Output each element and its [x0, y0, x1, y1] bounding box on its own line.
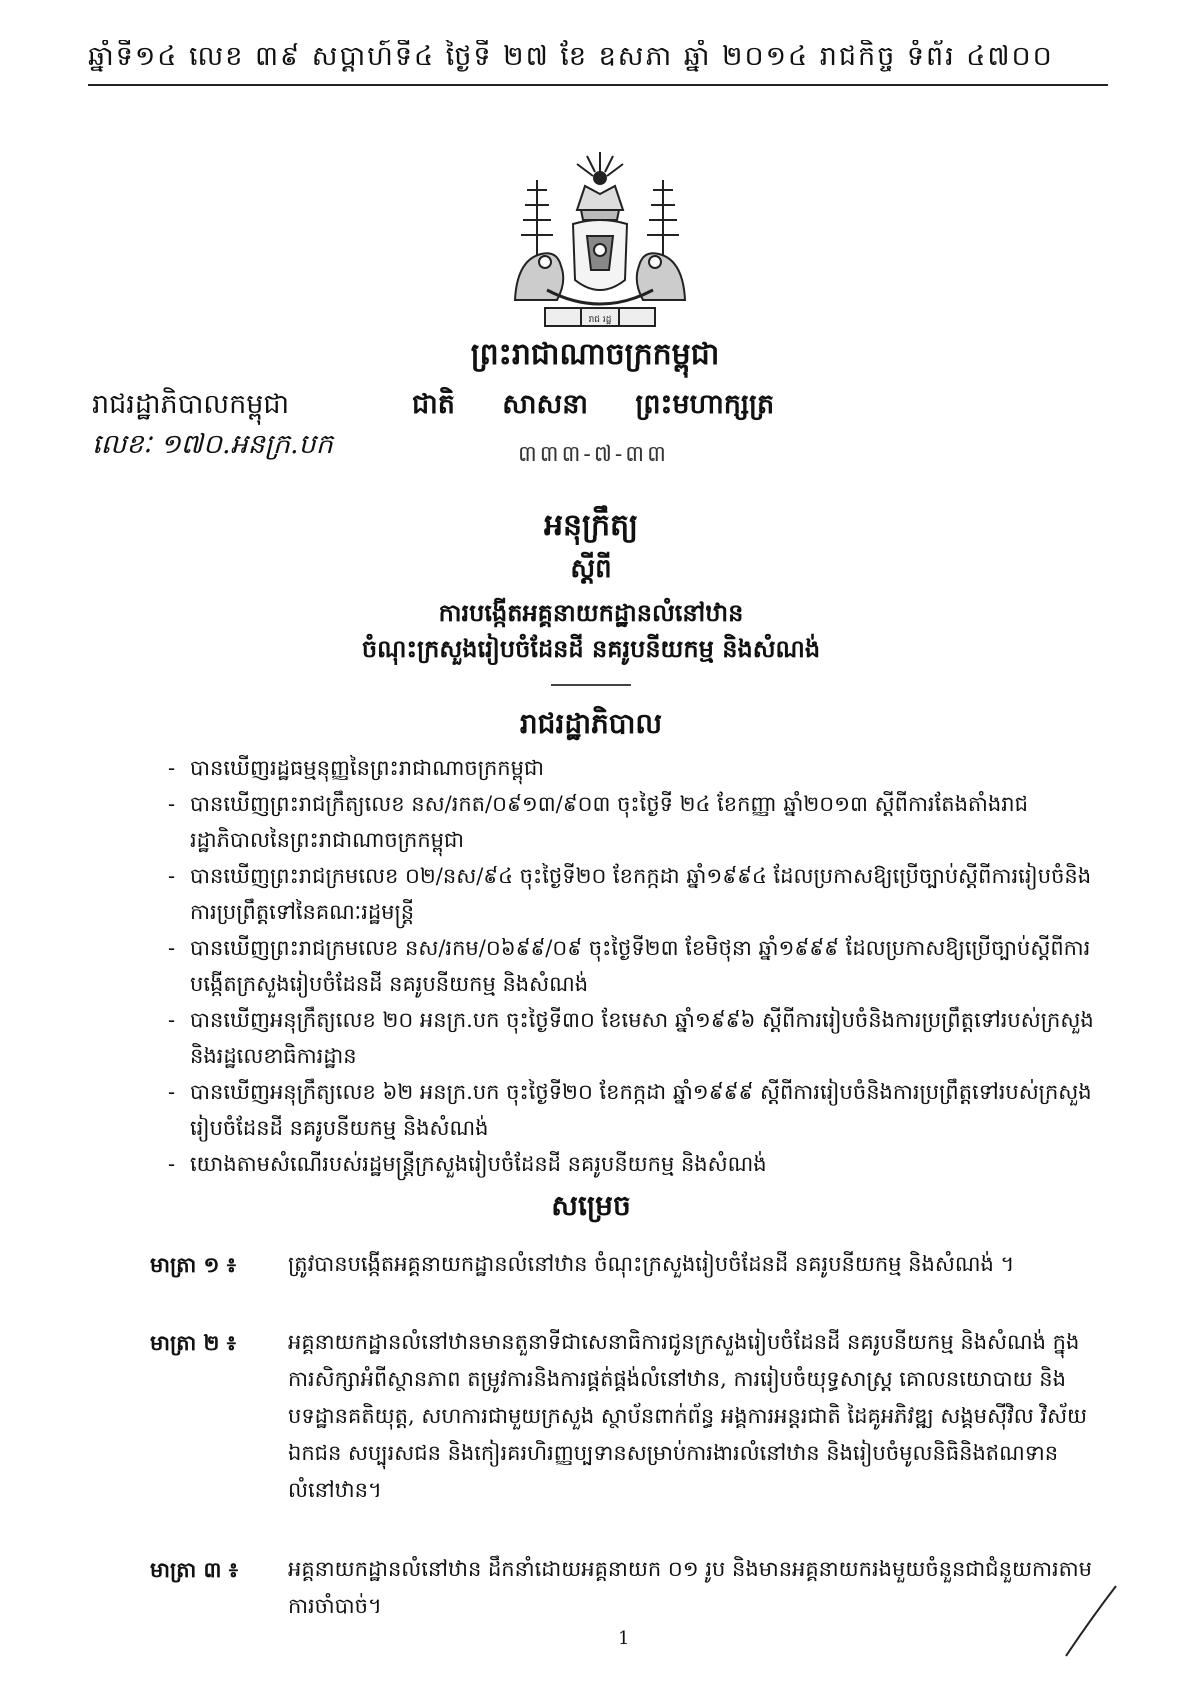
preamble-item	[168, 1002, 1098, 1074]
preamble-dash: -	[168, 1080, 176, 1104]
article-3	[150, 1551, 1100, 1625]
article-text: ត្រូវបានបង្កើតអគ្គនាយកដ្ឋានលំនៅឋាន ចំណុះក្រសួងរៀបចំដែនដី នគរូបនីយកម្ម និងសំណង់ ។	[288, 1252, 1015, 1276]
preamble-list	[168, 750, 1098, 1182]
preamble-item-text: បានឃើញអនុក្រឹត្យលេខ ៦២ អនក្រ.បក ចុះថ្ងៃទី២០ ខែកក្កដា ឆ្នាំ១៩៩៩ ស្តីពីការរៀបចំនិងការប្រព្រឹត្តទៅរបស់ក្រសួងរៀបចំដែនដី នគរូបនីយកម្ម និងសំណង់	[190, 1080, 1092, 1140]
preamble-item-text: បានឃើញរដ្ឋធម្មនុញ្ញនៃព្រះរាជាណាចក្រកម្ពុជា	[190, 756, 544, 780]
ornament-divider: ៣៣៣-៧-៣៣	[518, 442, 669, 467]
preamble-dash: -	[168, 756, 176, 780]
subject-line-2: ចំណុះក្រសួងរៀបចំដែនដី នគរូបនីយកម្ម និងសំណង់	[361, 634, 821, 663]
article-text: អគ្គនាយកដ្ឋានលំនៅឋាន ដឹកនាំដោយអគ្គនាយក ០១ រូប និងមានអគ្គនាយករងមួយចំនួនជាជំនួយការតាមការចាំបាច់។	[288, 1557, 1092, 1618]
subject-line-1: ការបង្កើតអគ្គនាយកដ្ឋានលំនៅឋាន	[438, 598, 744, 627]
preamble-dash: -	[168, 936, 176, 960]
preamble-item	[168, 858, 1098, 930]
pen-stroke-mark	[1060, 1580, 1120, 1660]
preamble-item	[168, 930, 1098, 1002]
government-name: រាជរដ្ឋាភិបាលកម្ពុជា	[92, 389, 290, 420]
article-1	[150, 1246, 1100, 1283]
article-label: មាត្រា ២ ៖	[150, 1330, 236, 1355]
document-number: លេខៈ ១៧០.អនក្រ.បក	[92, 429, 333, 460]
preamble-item-text: បានឃើញព្រះរាជក្រឹត្យលេខ នស/រកត/០៩១៣/៩០៣ ចុះថ្ងៃទី ២៤ ខែកញ្ញា ឆ្នាំ២០១៣ ស្តីពីការតែងតាំងរាជរដ្ឋាភិបាលនៃព្រះរាជាណាចក្រកម្ពុជា	[190, 792, 1028, 852]
government-heading: រាជរដ្ឋាភិបាល	[519, 707, 663, 740]
decision-heading: សម្រេច	[551, 1189, 631, 1222]
preamble-dash: -	[168, 1008, 176, 1032]
gazette-header: ឆ្នាំទី១៤ លេខ ៣៩ សប្តាហ៍ទី៤ ថ្ងៃទី ២៧ ខែ ឧសភា ឆ្នាំ ២០១៤ រាជកិច្ច ទំព័រ ៤៧០០	[88, 40, 1108, 86]
preamble-item-text: បានឃើញព្រះរាជក្រមលេខ ០២/នស/៩៤ ចុះថ្ងៃទី២០ ខែកក្កដា ឆ្នាំ១៩៩៤ ដែលប្រកាសឱ្យប្រើច្បាប់ស្តីពីការរៀបចំនិងការប្រព្រឹត្តទៅនៃគណៈរដ្ឋមន្ត្រី	[190, 864, 1092, 924]
emblem-ribbon-text: រាជ រដ្ឋ	[588, 315, 612, 325]
article-text: អគ្គនាយកដ្ឋានលំនៅឋានមានតួនាទីជាសេនាធិការជូនក្រសួងរៀបចំដែនដី នគរូបនីយកម្ម និងសំណង់ ក្នុងការសិក្សាអំពីស្ថានភាព តម្រូវការនិងការផ្គត់ផ្គង់លំនៅឋាន, ការរៀបចំយុទ្ធសាស្ត្រ គោលនយោបាយ និងបទដ្ឋានគតិយុត្ត, សហការជាមួយក្រសួង ស្ថាប័នពាក់ព័ន្ធ អង្គការអន្តរជាតិ ដៃគូអភិវឌ្ឍ សង្គមស៊ីវិល វិស័យឯកជន សប្បុរសជន និងកៀរគរហិរញ្ញប្បទានសម្រាប់ការងារលំនៅឋាន និងរៀបចំមូលនិធិនិងឥណទានលំនៅឋាន។	[288, 1330, 1088, 1502]
preamble-item-text: បានឃើញអនុក្រឹត្យលេខ ២០ អនក្រ.បក ចុះថ្ងៃទី៣០ ខែមេសា ឆ្នាំ១៩៩៦ ស្តីពីការរៀបចំនិងការប្រព្រឹត្តទៅរបស់ក្រសួង និងរដ្ឋលេខាធិការដ្ឋាន	[190, 1008, 1094, 1068]
royal-coat-of-arms-icon	[497, 150, 703, 332]
document-type-title: អនុក្រឹត្យ	[543, 508, 639, 543]
about-label: ស្តីពី	[570, 554, 612, 584]
preamble-item	[168, 750, 1098, 786]
national-motto: ជាតិ សាសនា ព្រះមហាក្សត្រ	[412, 389, 775, 420]
preamble-item	[168, 786, 1098, 858]
article-label: មាត្រា ៣ ៖	[150, 1557, 239, 1582]
preamble-item-text: បានឃើញព្រះរាជក្រមលេខ នស/រកម/០៦៩៩/០៩ ចុះថ្ងៃទី២៣ ខែមិថុនា ឆ្នាំ១៩៩៩ ដែលប្រកាសឱ្យប្រើច្បាប់ស្តីពីការបង្កើតក្រសួងរៀបចំដែនដី នគរូបនីយកម្ម និងសំណង់	[190, 936, 1091, 996]
article-2	[150, 1324, 1100, 1509]
title-divider	[551, 684, 631, 686]
preamble-item	[168, 1074, 1098, 1146]
preamble-item-text: យោងតាមសំណើរបស់រដ្ឋមន្ត្រីក្រសួងរៀបចំដែនដី នគរូបនីយកម្ម និងសំណង់	[190, 1152, 767, 1176]
kingdom-title: ព្រះរាជាណាចក្រកម្ពុជា	[470, 337, 720, 372]
preamble-item	[168, 1146, 1098, 1182]
preamble-dash: -	[168, 792, 176, 816]
preamble-dash: -	[168, 1152, 176, 1176]
article-label: មាត្រា ១ ៖	[150, 1252, 236, 1277]
preamble-dash: -	[168, 864, 176, 888]
page-number: 1	[618, 1628, 630, 1649]
